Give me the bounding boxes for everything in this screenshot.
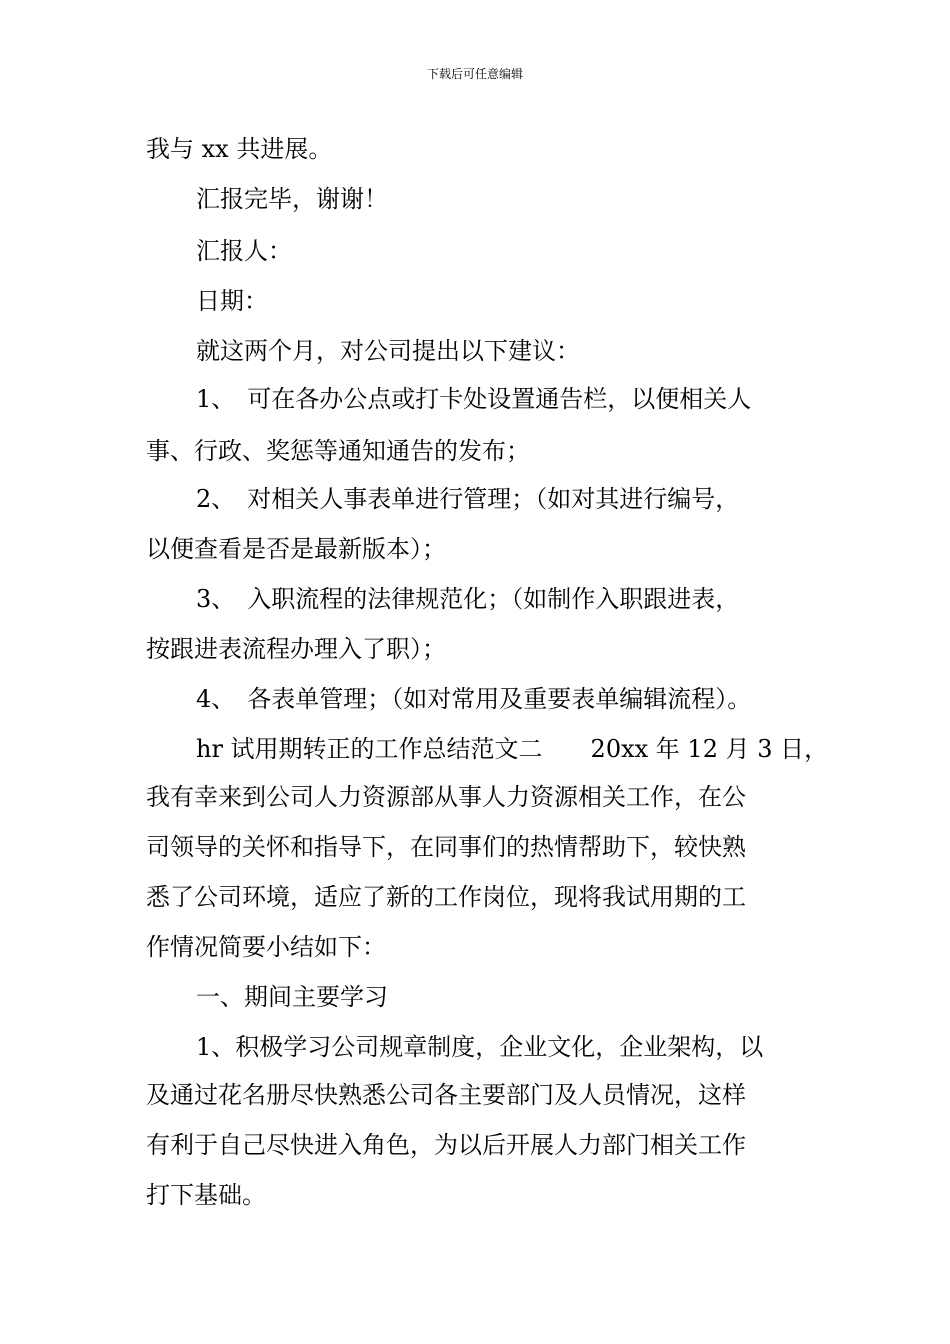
section-title: hr 试用期转正的工作总结范文二 20xx 年 12 月 3 日， (196, 735, 829, 763)
body-line: 汇报人： (196, 237, 292, 265)
section-heading: 一、期间主要学习 (196, 983, 388, 1011)
body-line: 有利于自己尽快进入角色，为以后开展人力部门相关工作 (146, 1131, 746, 1159)
body-line: 就这两个月，对公司提出以下建议： (196, 337, 580, 365)
body-line: 悉了公司环境，适应了新的工作岗位，现将我试用期的工 (146, 883, 746, 911)
body-line: 及通过花名册尽快熟悉公司各主要部门及人员情况，这样 (146, 1081, 746, 1109)
body-line: 作情况简要小结如下： (146, 933, 386, 961)
body-line: 按跟进表流程办理入了职）； (146, 635, 446, 663)
body-line: 司领导的关怀和指导下，在同事们的热情帮助下，较快熟 (146, 833, 746, 861)
page-header: 下载后可任意编辑 (426, 67, 523, 81)
body-line: 我有幸来到公司人力资源部从事人力资源相关工作，在公 (146, 783, 746, 811)
list-item: 1、 可在各办公点或打卡处设置通告栏，以便相关人 (196, 385, 752, 413)
body-line: 汇报完毕，谢谢！ (196, 185, 388, 213)
body-line: 打下基础。 (146, 1181, 266, 1209)
list-item: 1、积极学习公司规章制度，企业文化，企业架构，以 (196, 1033, 764, 1061)
body-line: 以便查看是否是最新版本）； (146, 535, 446, 563)
list-item: 3、 入职流程的法律规范化；（如制作入职跟进表， (196, 585, 740, 613)
body-line: 日期： (196, 287, 268, 315)
body-line: 事、行政、奖惩等通知通告的发布； (146, 437, 530, 465)
list-item: 2、 对相关人事表单进行管理；（如对其进行编号， (196, 485, 740, 513)
body-line: 我与 xx 共进展。 (146, 135, 333, 163)
list-item: 4、 各表单管理；（如对常用及重要表单编辑流程）。 (196, 685, 752, 713)
